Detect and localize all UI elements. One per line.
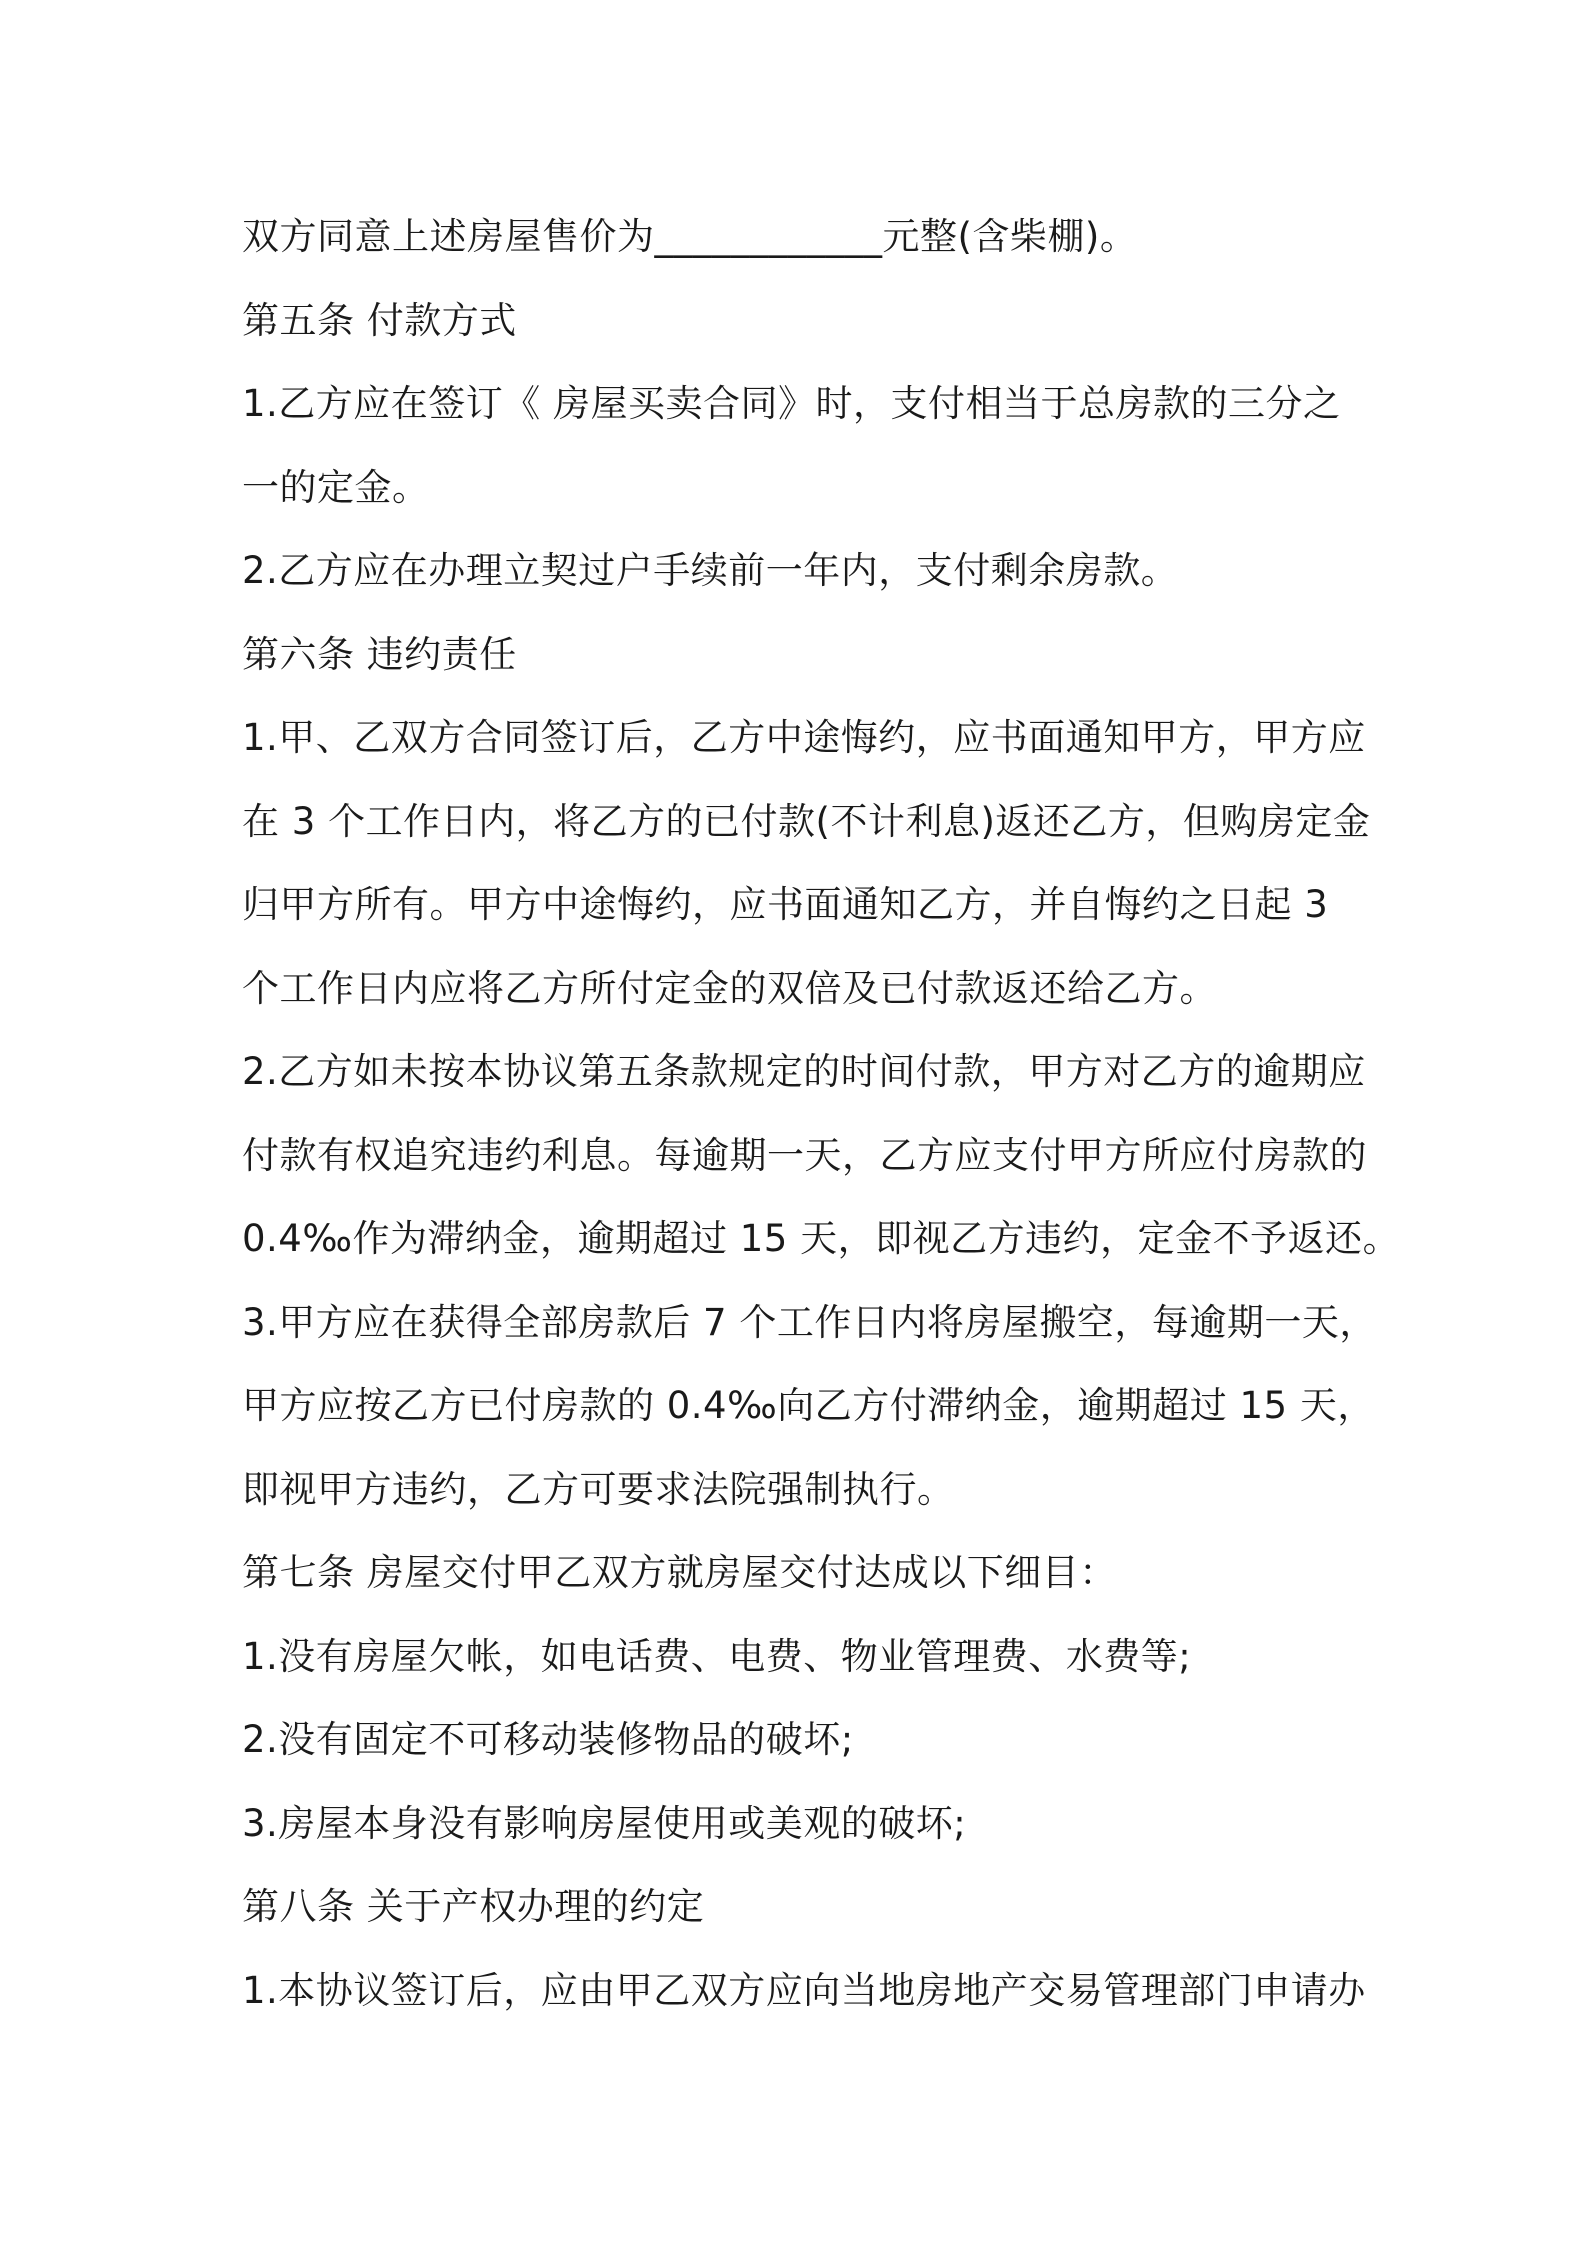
- article-6-heading: 第六条 违约责任: [242, 632, 517, 676]
- article-6-item-3-line-2: 甲方应按乙方已付房款的 0.4‰向乙方付滞纳金，逾期超过 15 天，: [242, 1384, 1375, 1427]
- article-6-item-3-line-1: 3.甲方应在获得全部房款后 7 个工作日内将房屋搬空，每逾期一天，: [242, 1300, 1377, 1344]
- article-7-item-2: 2.没有固定不可移动装修物品的破坏;: [242, 1718, 854, 1761]
- article-5-heading: 第五条 付款方式: [242, 298, 517, 342]
- article-7-item-3: 3.房屋本身没有影响房屋使用或美观的破坏;: [242, 1801, 967, 1845]
- article-6-item-1-line-1: 1.甲、乙双方合同签订后，乙方中途悔约，应书面通知甲方，甲方应: [242, 716, 1366, 759]
- article-6-item-2-line-1: 2.乙方如未按本协议第五条款规定的时间付款，甲方对乙方的逾期应: [242, 1050, 1366, 1093]
- article-6-item-2-line-2: 付款有权追究违约利息。每逾期一天，乙方应支付甲方所应付房款的: [242, 1133, 1367, 1177]
- article-8-heading: 第八条 关于产权办理的约定: [242, 1885, 705, 1928]
- article-5-item-1-line-2: 一的定金。: [242, 465, 430, 509]
- article-6-item-3-line-3: 即视甲方违约，乙方可要求法院强制执行。: [242, 1467, 955, 1511]
- price-clause-line: 双方同意上述房屋售价为____________元整(含柴棚)。: [242, 215, 1138, 258]
- article-5-item-1-line-1: 1.乙方应在签订《 房屋买卖合同》时，支付相当于总房款的三分之: [242, 382, 1341, 425]
- document-body: [242, 195, 1401, 2032]
- article-5-item-2: 2.乙方应在办理立契过户手续前一年内，支付剩余房款。: [242, 549, 1179, 592]
- article-6-item-1-line-4: 个工作日内应将乙方所付定金的双倍及已付款返还给乙方。: [242, 966, 1217, 1010]
- article-8-item-1-line-1: 1.本协议签订后，应由甲乙双方应向当地房地产交易管理部门申请办: [242, 1968, 1366, 2012]
- article-7-heading: 第七条 房屋交付甲乙双方就房屋交付达成以下细目：: [242, 1551, 1117, 1594]
- article-6-item-2-line-3: 0.4‰作为滞纳金，逾期超过 15 天，即视乙方违约，定金不予返还。: [242, 1217, 1401, 1260]
- article-7-item-1: 1.没有房屋欠帐，如电话费、电费、物业管理费、水费等;: [242, 1634, 1192, 1678]
- article-6-item-1-line-2: 在 3 个工作日内，将乙方的已付款(不计利息)返还乙方，但购房定金: [242, 799, 1371, 843]
- article-6-item-1-line-3: 归甲方所有。甲方中途悔约，应书面通知乙方，并自悔约之日起 3: [242, 883, 1329, 926]
